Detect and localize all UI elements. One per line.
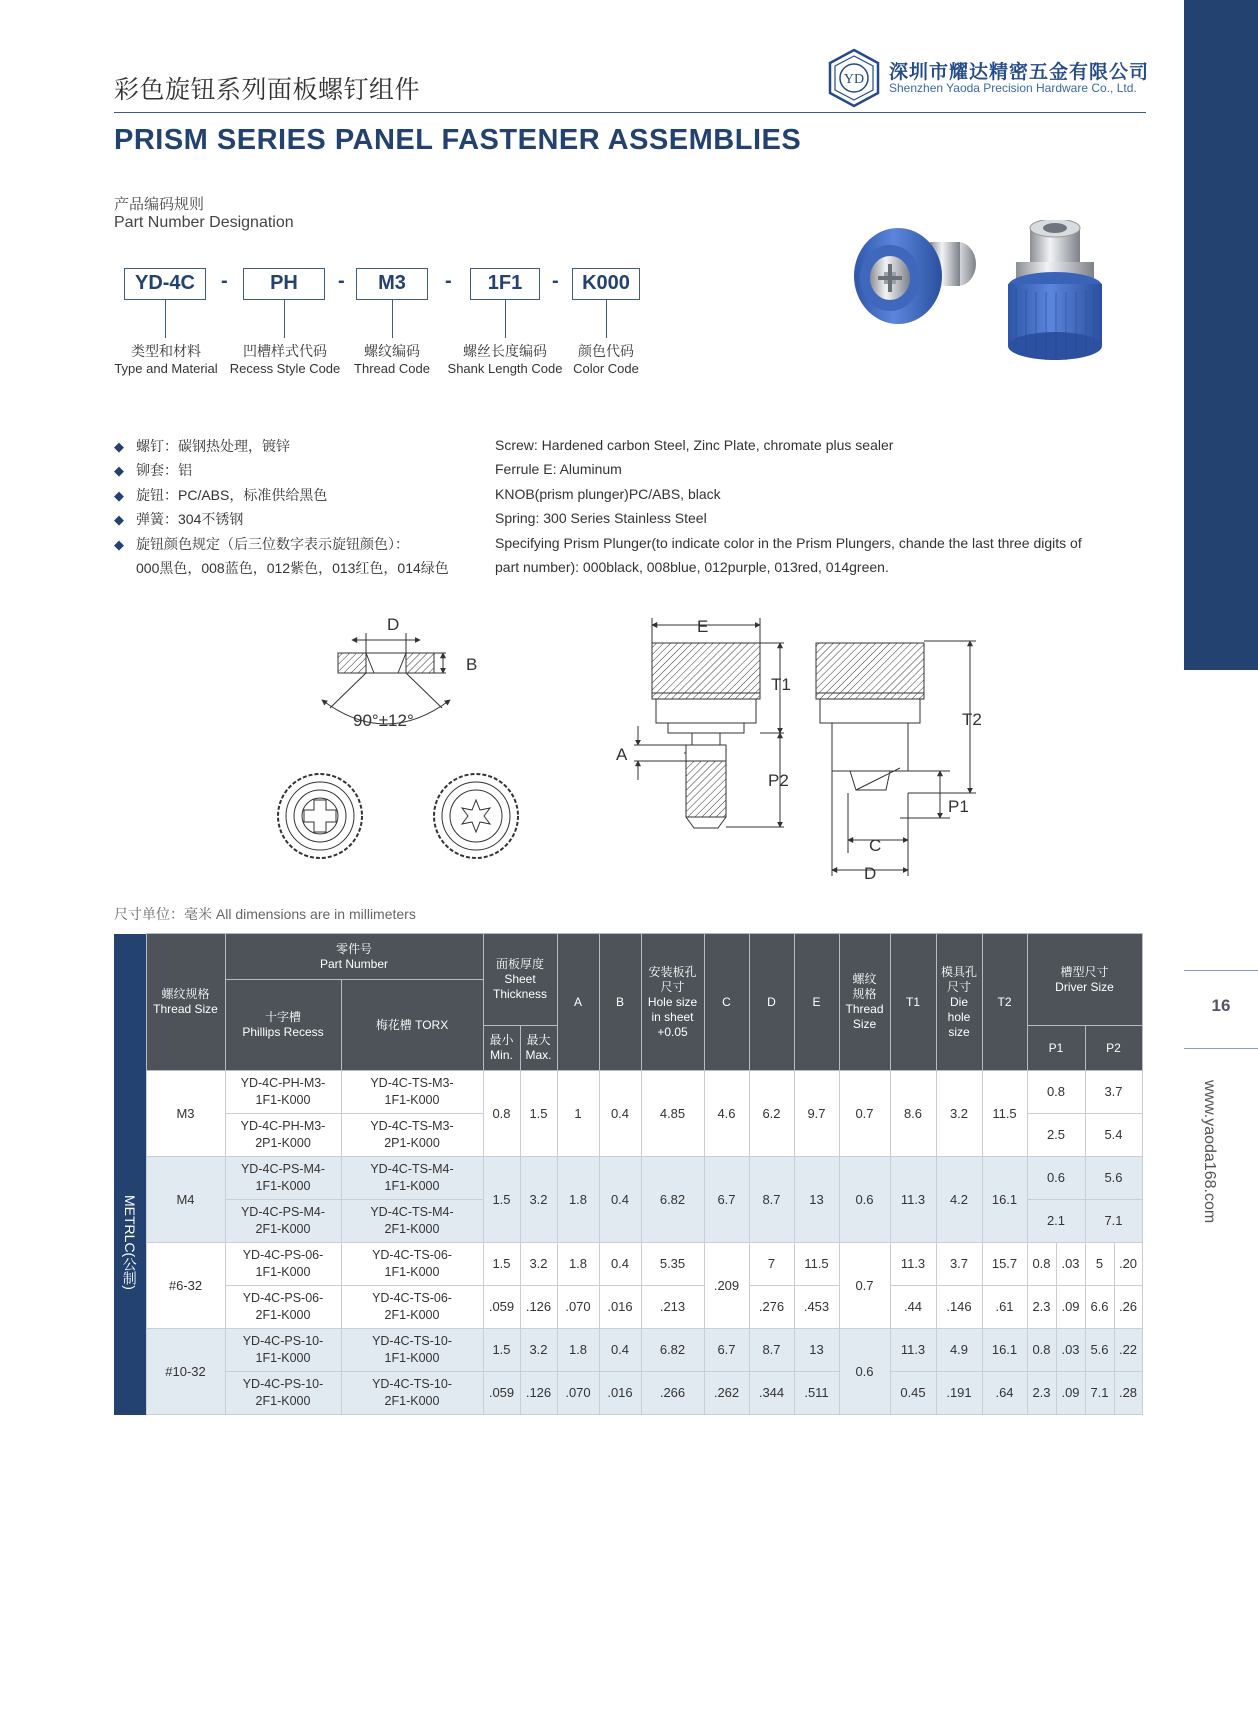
cell-torx-pn: [341, 1286, 483, 1329]
product-photo: [840, 220, 1120, 370]
code-label-zh: 螺纹编码: [364, 343, 420, 359]
cell-die: 3.7: [936, 1243, 982, 1286]
dim-label-t2: T2: [962, 710, 982, 729]
cell-thread-size: 0.7: [839, 1243, 890, 1329]
cell-hole: .266: [641, 1372, 704, 1415]
cell-c: 6.7: [704, 1329, 749, 1372]
diamond-bullet-icon: ◆: [114, 537, 124, 552]
pn-line: 2P1-K000: [255, 1136, 311, 1150]
header-rule: [114, 112, 1146, 113]
th-zh: 尺寸: [660, 979, 685, 994]
th-thread-spec: [839, 934, 890, 1071]
spec-item-zh: [114, 434, 290, 459]
pn-line: YD-4C-TS-06-: [372, 1248, 452, 1262]
cell-p2: 3.7: [1085, 1071, 1142, 1114]
th-t1: T1: [890, 934, 936, 1071]
pn-line: YD-4C-TS-06-: [372, 1291, 452, 1305]
spec-item-zh-cont: 000黑色，008蓝色，012紫色，013红色，014绿色: [136, 560, 449, 576]
pn-line: 1F1-K000: [384, 1351, 440, 1365]
pn-line: YD-4C-PH-M3-: [240, 1076, 326, 1090]
th-en: Size: [852, 1017, 877, 1031]
cell-b: 0.4: [599, 1157, 641, 1243]
th-zh: 模具孔: [940, 964, 977, 979]
dim-label-t1: T1: [771, 675, 791, 694]
th-torx: 梅花槽 TORX: [341, 980, 483, 1071]
dim-label-angle: 90°±12°: [353, 711, 414, 730]
pn-line: YD-4C-PS-M4-: [240, 1205, 326, 1219]
cell-e: 9.7: [794, 1071, 839, 1157]
cell-t2: .64: [982, 1372, 1027, 1415]
cell-torx-pn: [341, 1243, 483, 1286]
table-row: [114, 1243, 1142, 1286]
th-p1: P1: [1027, 1026, 1085, 1071]
cell-phillips-pn: [225, 1243, 341, 1286]
cell-p1: 0.6: [1027, 1157, 1085, 1200]
dim-label-a: A: [616, 745, 628, 764]
table-row: [114, 1286, 1142, 1329]
th-d: D: [749, 934, 794, 1071]
cell-t2: 15.7: [982, 1243, 1027, 1286]
spec-text-en: Specifying Prism Plunger(to indicate color in the Prism Plungers, chande the last three digits of: [495, 535, 1082, 551]
spec-text-en: Screw: Hardened carbon Steel, Zinc Plate, chromate plus sealer: [495, 437, 894, 453]
th-sheet-thickness: [483, 934, 557, 1026]
dim-label-b: B: [466, 655, 478, 674]
cell-hole: 6.82: [641, 1157, 704, 1243]
spec-text-en: Spring: 300 Series Stainless Steel: [495, 510, 707, 526]
th-t2: T2: [982, 934, 1027, 1071]
th-en: Phillips Recess: [242, 1025, 324, 1039]
th-zh: 十字槽: [264, 1010, 301, 1024]
spec-item-zh: [114, 458, 192, 483]
sectioned-side-view-drawing: [816, 641, 976, 876]
cell-t2: 11.5: [982, 1071, 1027, 1157]
th-en: Part Number: [319, 956, 389, 971]
page-title-en: PRISM SERIES PANEL FASTENER ASSEMBLIES: [114, 124, 802, 156]
code-label-en: Thread Code: [354, 361, 430, 376]
cell-t2: .61: [982, 1286, 1027, 1329]
table-header-spacer: [114, 934, 146, 1071]
code-color: K000: [572, 268, 640, 300]
table-row: [114, 1329, 1142, 1372]
th-en: Thickness: [492, 987, 548, 1001]
cell-e: 13: [794, 1157, 839, 1243]
th-en: Sheet: [504, 972, 536, 986]
code-dash: -: [338, 270, 345, 292]
dim-label-e: E: [697, 617, 709, 636]
cell-p1-in: .09: [1056, 1372, 1085, 1415]
table-row: [114, 1372, 1142, 1415]
cell-a: 1: [557, 1071, 599, 1157]
page-number: 16: [1211, 996, 1231, 1015]
th-en: hole: [947, 1009, 971, 1024]
cell-b: .016: [599, 1286, 641, 1329]
units-note: 尺寸单位：毫米 All dimensions are in millimeters: [114, 906, 416, 922]
code-dash: -: [221, 270, 228, 292]
code-leader-line: [392, 300, 393, 338]
spec-text-en: Ferrule E: Aluminum: [495, 461, 622, 477]
cell-die: 3.2: [936, 1071, 982, 1157]
dim-label-p2: P2: [768, 771, 789, 790]
th-en: Max.: [525, 1048, 552, 1062]
company-name-zh: 深圳市耀达精密五金有限公司: [889, 62, 1150, 83]
th-tolerance: +0.05: [657, 1024, 688, 1039]
th-en: Thread: [845, 1002, 884, 1016]
pn-line: 1F1-K000: [255, 1179, 311, 1193]
cell-t2: 16.1: [982, 1157, 1027, 1243]
cell-p2: 7.1: [1085, 1200, 1142, 1243]
pn-line: YD-4C-TS-M4-: [370, 1205, 454, 1219]
spec-text-zh: 旋钮：PC/ABS，标准供给黑色: [136, 487, 328, 503]
pn-line: YD-4C-PS-10-: [242, 1377, 324, 1391]
cell-p1-in: .09: [1056, 1286, 1085, 1329]
cell-die: 4.2: [936, 1157, 982, 1243]
cell-c: .209: [704, 1243, 749, 1329]
cell-p2-in: .20: [1114, 1243, 1142, 1286]
pn-line: YD-4C-TS-10-: [372, 1377, 452, 1391]
pn-line: YD-4C-PS-06-: [242, 1291, 324, 1305]
dim-label-c: C: [869, 836, 882, 855]
code-label-shank: [445, 342, 565, 378]
cell-max: 3.2: [520, 1329, 557, 1372]
cell-d: 6.2: [749, 1071, 794, 1157]
cell-p1-mm: 0.8: [1027, 1329, 1056, 1372]
threaded-side-view-drawing: [634, 618, 784, 828]
th-phillips: [225, 980, 341, 1071]
dimension-table: [114, 933, 1142, 1415]
th-a: A: [557, 934, 599, 1071]
cell-d: 8.7: [749, 1329, 794, 1372]
th-zh: 规格: [852, 987, 877, 1001]
th-driver-size: [1027, 934, 1142, 1026]
cell-hole: 6.82: [641, 1329, 704, 1372]
cell-e: 11.5: [794, 1243, 839, 1286]
cell-phillips-pn: [225, 1200, 341, 1243]
cell-phillips-pn: [225, 1329, 341, 1372]
spec-item-zh: [114, 483, 327, 508]
pn-line: 2F1-K000: [384, 1222, 440, 1236]
th-en: Thread Size: [153, 1002, 218, 1016]
th-zh: 最大: [526, 1033, 551, 1047]
cell-t2: 16.1: [982, 1329, 1027, 1372]
cell-t1: 11.3: [890, 1243, 936, 1286]
th-max: [520, 1026, 557, 1071]
cell-a: .070: [557, 1286, 599, 1329]
cell-hole: 4.85: [641, 1071, 704, 1157]
cell-p1: 0.8: [1027, 1071, 1085, 1114]
pn-line: 2F1-K000: [384, 1308, 440, 1322]
cell-p2-mm: 5.6: [1085, 1329, 1114, 1372]
code-label-type: [110, 342, 222, 378]
technical-drawings: [260, 608, 1020, 888]
th-thread-size: [146, 934, 225, 1071]
cell-p2-in: .22: [1114, 1329, 1142, 1372]
th-zh: 螺纹: [852, 972, 877, 986]
cell-hole: 5.35: [641, 1243, 704, 1286]
spec-text-zh: 螺钉：碳钢热处理，镀锌: [136, 438, 290, 454]
cell-p2: 5.6: [1085, 1157, 1142, 1200]
cell-max: .126: [520, 1372, 557, 1415]
cell-phillips-pn: [225, 1372, 341, 1415]
cell-p1-in: .03: [1056, 1329, 1085, 1372]
th-p2: P2: [1085, 1026, 1142, 1071]
th-b: B: [599, 934, 641, 1071]
th-zh: 最小: [489, 1033, 514, 1047]
cell-torx-pn: [341, 1114, 483, 1157]
code-label-en: Color Code: [573, 361, 639, 376]
code-leader-line: [606, 300, 607, 338]
th-zh: 面板厚度: [495, 957, 544, 971]
cell-p2-in: .26: [1114, 1286, 1142, 1329]
th-zh: 安装板孔: [648, 964, 697, 979]
cell-d: .344: [749, 1372, 794, 1415]
diamond-bullet-icon: ◆: [114, 463, 124, 478]
cell-b: 0.4: [599, 1071, 641, 1157]
cell-b: 0.4: [599, 1329, 641, 1372]
code-thread: M3: [356, 268, 428, 300]
cell-min: .059: [483, 1286, 520, 1329]
spec-text-zh: 弹簧：304不锈钢: [136, 511, 244, 527]
cell-t1: .44: [890, 1286, 936, 1329]
code-leader-line: [505, 300, 506, 338]
cell-t1: 8.6: [890, 1071, 936, 1157]
dim-label-d2: D: [864, 864, 877, 883]
cell-die: 4.9: [936, 1329, 982, 1372]
cell-p2-mm: 7.1: [1085, 1372, 1114, 1415]
cell-c: 4.6: [704, 1071, 749, 1157]
th-part-number: [225, 934, 483, 980]
cell-phillips-pn: [225, 1157, 341, 1200]
cell-d: 7: [749, 1243, 794, 1286]
cell-min: .059: [483, 1372, 520, 1415]
cell-torx-pn: [341, 1071, 483, 1114]
cell-max: 1.5: [520, 1071, 557, 1157]
cell-c: .262: [704, 1372, 749, 1415]
code-label-recess: [229, 342, 341, 378]
cell-p1: 2.5: [1027, 1114, 1085, 1157]
pn-line: YD-4C-PS-06-: [242, 1248, 324, 1262]
code-label-thread: [347, 342, 437, 378]
cell-die: .191: [936, 1372, 982, 1415]
cell-a: 1.8: [557, 1243, 599, 1286]
th-min: [483, 1026, 520, 1071]
dim-label-d: D: [387, 615, 400, 634]
metric-section-label: METRLC(公制): [114, 1071, 146, 1415]
code-label-zh: 颜色代码: [578, 343, 634, 359]
spec-text-zh: 铆套：铝: [136, 462, 192, 478]
cell-p1-mm: 2.3: [1027, 1286, 1056, 1329]
cell-min: 1.5: [483, 1243, 520, 1286]
pn-line: 2F1-K000: [255, 1308, 311, 1322]
pn-line: YD-4C-TS-M3-: [370, 1119, 454, 1133]
sidebar-divider: [1184, 970, 1258, 971]
th-en: Min.: [490, 1048, 513, 1062]
company-name-en: Shenzhen Yaoda Precision Hardware Co., Ltd.: [889, 81, 1137, 95]
cell-e: .453: [794, 1286, 839, 1329]
th-e: E: [794, 934, 839, 1071]
code-label-color: [566, 342, 646, 378]
th-en: Hole size: [647, 994, 698, 1009]
cell-max: 3.2: [520, 1243, 557, 1286]
cell-p1: 2.1: [1027, 1200, 1085, 1243]
spec-text-en-cont: part number): 000black, 008blue, 012purple, 013red, 014green.: [495, 559, 889, 575]
cell-thread: #6-32: [146, 1243, 225, 1329]
cell-torx-pn: [341, 1200, 483, 1243]
cell-a: 1.8: [557, 1329, 599, 1372]
pn-line: 1F1-K000: [384, 1179, 440, 1193]
sidebar-divider: [1184, 1048, 1258, 1049]
cell-d: .276: [749, 1286, 794, 1329]
cell-torx-pn: [341, 1372, 483, 1415]
th-zh: 尺寸: [946, 979, 971, 994]
cell-min: 1.5: [483, 1329, 520, 1372]
cell-phillips-pn: [225, 1286, 341, 1329]
th-en: size: [948, 1024, 970, 1039]
sidebar-band: [1184, 0, 1258, 670]
pn-line: 1F1-K000: [384, 1265, 440, 1279]
pn-line: 1F1-K000: [255, 1351, 311, 1365]
cell-thread-size: 0.6: [839, 1329, 890, 1415]
pn-line: 1F1-K000: [255, 1093, 311, 1107]
pn-line: YD-4C-TS-M3-: [370, 1076, 454, 1090]
dim-label-p1: P1: [948, 797, 969, 816]
cell-b: 0.4: [599, 1243, 641, 1286]
cell-hole: .213: [641, 1286, 704, 1329]
cell-thread-size: 0.7: [839, 1071, 890, 1157]
pn-line: 2F1-K000: [384, 1394, 440, 1408]
th-en: in sheet: [651, 1009, 694, 1024]
cell-torx-pn: [341, 1157, 483, 1200]
cell-phillips-pn: [225, 1071, 341, 1114]
code-label-zh: 凹槽样式代码: [243, 343, 327, 359]
cell-phillips-pn: [225, 1114, 341, 1157]
cell-a: .070: [557, 1372, 599, 1415]
cell-p1-mm: 2.3: [1027, 1372, 1056, 1415]
code-dash: -: [445, 270, 452, 292]
cell-max: .126: [520, 1286, 557, 1329]
pn-line: 2F1-K000: [255, 1222, 311, 1236]
spec-text-zh: 旋钮颜色规定（后三位数字表示旋钮颜色）：: [136, 536, 409, 552]
company-logo: [826, 48, 882, 108]
website-url[interactable]: www.yaoda168.com: [1201, 1080, 1218, 1224]
th-en: Die: [949, 994, 968, 1009]
right-fastener-image: [1008, 220, 1102, 360]
cell-t1: 0.45: [890, 1372, 936, 1415]
spec-item-zh: [114, 507, 243, 532]
code-leader-line: [165, 300, 166, 338]
cell-p2-mm: 6.6: [1085, 1286, 1114, 1329]
torx-top-view-drawing: [434, 774, 518, 858]
th-en: Driver Size: [1055, 979, 1114, 994]
code-type-material: YD-4C: [124, 268, 206, 300]
cell-min: 1.5: [483, 1157, 520, 1243]
th-zh: 槽型尺寸: [1060, 964, 1109, 979]
table-row: [114, 1157, 1142, 1200]
pn-line: 2P1-K000: [384, 1136, 440, 1150]
table-row: [114, 1071, 1142, 1114]
spec-text-en: KNOB(prism plunger)PC/ABS, black: [495, 486, 721, 502]
spec-item-zh: [114, 532, 409, 557]
pn-line: YD-4C-PS-M4-: [240, 1162, 326, 1176]
cell-thread: #10-32: [146, 1329, 225, 1415]
code-label-en: Type and Material: [114, 361, 218, 376]
logo-text: YD: [843, 72, 865, 87]
code-shank-length: 1F1: [470, 268, 540, 300]
th-hole-size: [641, 934, 704, 1071]
phillips-top-view-drawing: [278, 774, 362, 858]
cell-torx-pn: [341, 1329, 483, 1372]
designation-heading-zh: 产品编码规则: [114, 196, 205, 213]
cell-p2-in: .28: [1114, 1372, 1142, 1415]
code-recess-style: PH: [243, 268, 325, 300]
cell-p2-mm: 5: [1085, 1243, 1114, 1286]
cell-die: .146: [936, 1286, 982, 1329]
cell-b: .016: [599, 1372, 641, 1415]
diamond-bullet-icon: ◆: [114, 439, 124, 454]
code-label-zh: 类型和材料: [131, 343, 201, 359]
designation-heading-en: Part Number Designation: [114, 214, 294, 231]
diamond-bullet-icon: ◆: [114, 512, 124, 527]
pn-line: YD-4C-TS-M4-: [370, 1162, 454, 1176]
pn-line: YD-4C-TS-10-: [372, 1334, 452, 1348]
code-label-en: Shank Length Code: [447, 361, 563, 376]
cell-d: 8.7: [749, 1157, 794, 1243]
cell-c: 6.7: [704, 1157, 749, 1243]
th-zh: 螺纹规格: [161, 987, 210, 1001]
cell-min: 0.8: [483, 1071, 520, 1157]
pn-line: YD-4C-PH-M3-: [240, 1119, 326, 1133]
cell-t1: 11.3: [890, 1157, 936, 1243]
page-title-zh: 彩色旋钮系列面板螺钉组件: [114, 76, 421, 104]
left-fastener-image: [854, 228, 976, 324]
pn-line: YD-4C-PS-10-: [242, 1334, 324, 1348]
code-label-en: Recess Style Code: [229, 361, 341, 376]
diamond-bullet-icon: ◆: [114, 488, 124, 503]
cell-e: .511: [794, 1372, 839, 1415]
th-c: C: [704, 934, 749, 1071]
cell-e: 13: [794, 1329, 839, 1372]
pn-line: 1F1-K000: [384, 1093, 440, 1107]
cell-p2: 5.4: [1085, 1114, 1142, 1157]
cell-max: 3.2: [520, 1157, 557, 1243]
code-label-zh: 螺丝长度编码: [463, 343, 547, 359]
code-dash: -: [552, 270, 559, 292]
cell-thread: M4: [146, 1157, 225, 1243]
th-die-hole: [936, 934, 982, 1071]
cell-a: 1.8: [557, 1157, 599, 1243]
code-leader-line: [284, 300, 285, 338]
pn-line: 1F1-K000: [255, 1265, 311, 1279]
th-zh: 零件号: [335, 941, 372, 956]
cell-p1-mm: 0.8: [1027, 1243, 1056, 1286]
cell-thread: M3: [146, 1071, 225, 1157]
cell-t1: 11.3: [890, 1329, 936, 1372]
cell-p1-in: .03: [1056, 1243, 1085, 1286]
pn-line: 2F1-K000: [255, 1394, 311, 1408]
cell-thread-size: 0.6: [839, 1157, 890, 1243]
